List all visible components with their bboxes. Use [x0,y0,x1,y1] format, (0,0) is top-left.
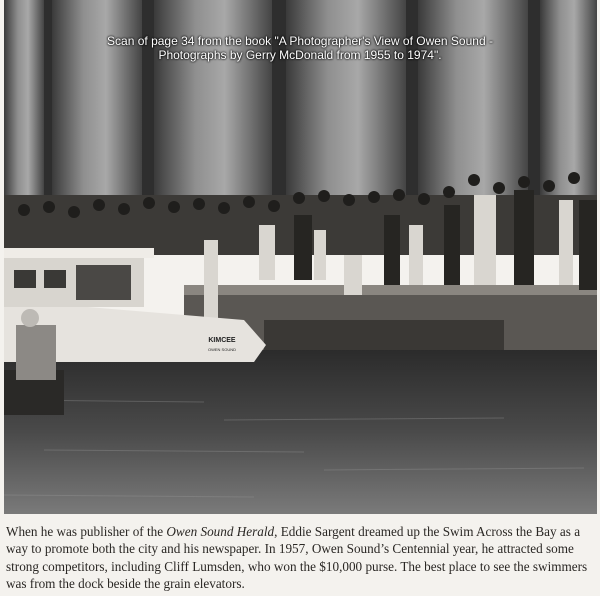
harbour-water [4,350,597,514]
caption-text-2: , Eddie Sargent dreamed up the Swim Across the Bay as a way to promote both the city and his newspaper. In 1957, Owen Sound’s Centennial year, he attracted some strong competitors, including Cliff Lumsden, who won the $10,000 purse. The best place to see the swimmers was from the dock beside the grain elevators. [6,524,588,591]
grain-elevator-silos [4,0,597,215]
photo-caption [6,523,592,592]
scan-source-overlay [0,34,600,62]
newspaper-name: Owen Sound Herald [166,524,275,539]
caption-text-1: When he was publisher of the [6,524,167,539]
overlay-line-1: Scan of page 34 from the book "A Photographer's View of Owen Sound - [107,34,493,48]
historic-photograph [4,0,597,514]
boat-name: KIMCEE [208,337,236,344]
overlay-line-2: Photographs by Gerry McDonald from 1955 to 1974". [158,48,442,62]
boat-port: OWEN SOUND [208,347,236,352]
